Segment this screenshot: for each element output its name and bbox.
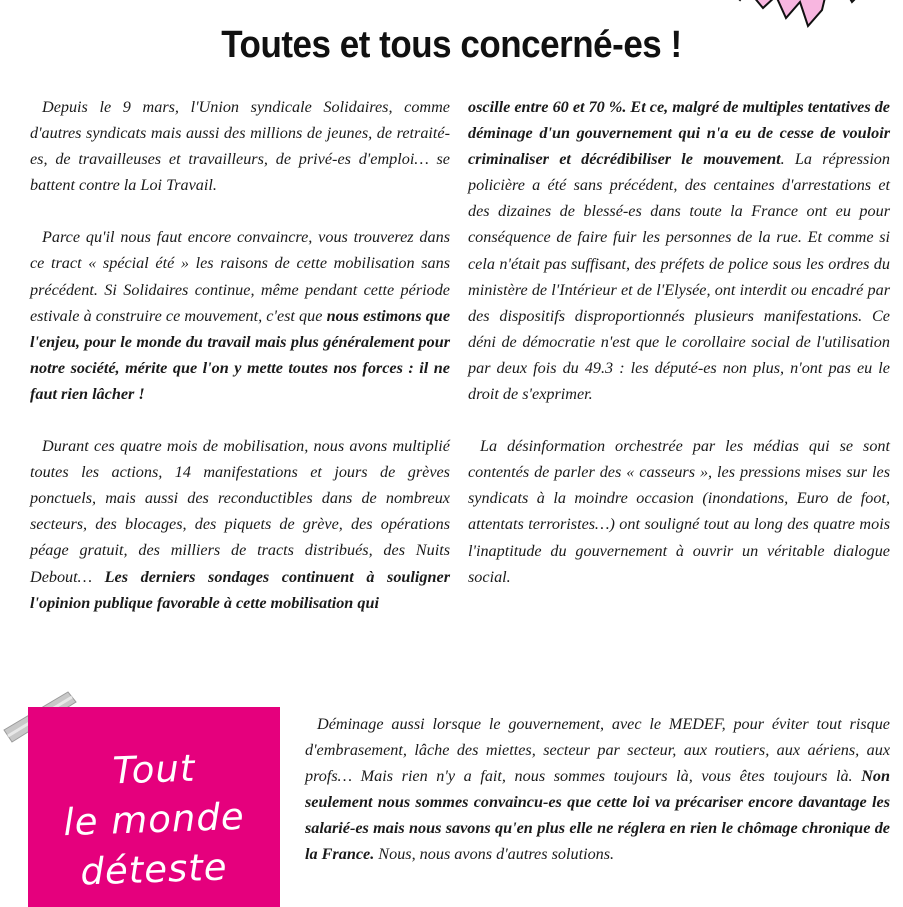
paragraph-bold-text: Non seulement nous sommes convaincu-es que cette loi va précariser encore davantage les salarié-es mais nous savons qu'en plus elle ne réglera en rien le chômage chronique de la France. [305, 767, 890, 864]
paragraph-text: Nous, nous avons d'autres solutions. [374, 845, 615, 864]
slogan-line: le monde [62, 794, 246, 845]
slogan-box [28, 707, 280, 907]
paragraph [30, 224, 450, 407]
slogan-line: déteste [79, 845, 229, 894]
paragraph [468, 94, 890, 407]
paragraph-text: Parce qu'il nous faut encore convaincre, vous trouverez dans ce tract « spécial été » les raisons de cette mobilisation sans précédent. Si Solidaires continue, même pendant cette période estivale à construire ce mouvement, c'est que [30, 228, 450, 325]
page-title: Toutes et tous concerné-es ! [221, 24, 682, 66]
paragraph [30, 94, 450, 198]
paragraph-text: La désinformation orchestrée par les médias qui se sont contentés de parler des « casseurs », les pressions mises sur les syndicats à la moindre occasion (inondations, Euro de foot, attentats terroristes…) ont souligné tout au long des quatre mois l'inaptitude du gouvernement à ouvrir un véritable dialogue social. [468, 437, 890, 586]
paragraph-text: Déminage aussi lorsque le gouvernement, avec le MEDEF, pour éviter tout risque d'embrasement, lâche des miettes, secteur par secteur, aux routiers, aux aériens, aux profs… Mais rien n'y a fait, nous sommes toujours là, vous êtes toujours là. [305, 715, 890, 786]
paragraph [305, 711, 890, 868]
paragraph [30, 433, 450, 616]
paragraph-bold-text: Les derniers sondages continuent à souligner l'opinion publique favorable à cette mobilisation qui [30, 567, 450, 612]
paragraph-bold-text: nous estimons que l'enjeu, pour le monde du travail mais plus généralement pour notre société, mérite que l'on y mette toutes nos forces : il ne faut rien lâcher ! [30, 306, 450, 403]
slogan-text [28, 745, 280, 895]
right-column [468, 94, 890, 616]
paragraph-text: . La répression policière a été sans précédent, des centaines d'arrestations et des dizaines de blessé-es dans toute la France ont eu pour conséquence de faire fuir les personnes de la rue. Et comme si cela n'était pas suffisant, des préfets de police sous les ordres du ministère de l'Intérieur et de l'Elysée, ont interdit ou encadré par des dispositifs disproportionnés plusieurs manifestations. Ce déni de démocratie n'est que le corollaire social de l'utilisation par deux fois du 49.3 : les député-es non plus, n'ont pas eu le droit de s'exprimer. [468, 150, 890, 404]
paragraph [468, 433, 890, 590]
left-column [30, 94, 450, 642]
paragraph-bold-text: oscille entre 60 et 70 %. Et ce, malgré de multiples tentatives de déminage d'un gouvernement qui n'a eu de cesse de vouloir criminaliser et décrédibiliser le mouvement [468, 98, 890, 169]
paragraph-text: Durant ces quatre mois de mobilisation, nous avons multiplié toutes les actions, 14 manifestations et jours de grèves ponctuels, mais aussi des reconductibles dans de nombreux secteurs, des blocages, des piquets de grève, des opérations péage gratuit, des milliers de tracts distribués, des Nuits Debout… [30, 437, 450, 586]
paragraph-text: Depuis le 9 mars, l'Union syndicale Solidaires, comme d'autres syndicats mais aussi des millions de jeunes, de retraité-es, de travailleuses et travailleurs, de privé-es d'emploi… se battent contre la Loi Travail. [30, 98, 450, 195]
bottom-column [305, 711, 890, 894]
slogan-line: Tout [111, 746, 197, 793]
